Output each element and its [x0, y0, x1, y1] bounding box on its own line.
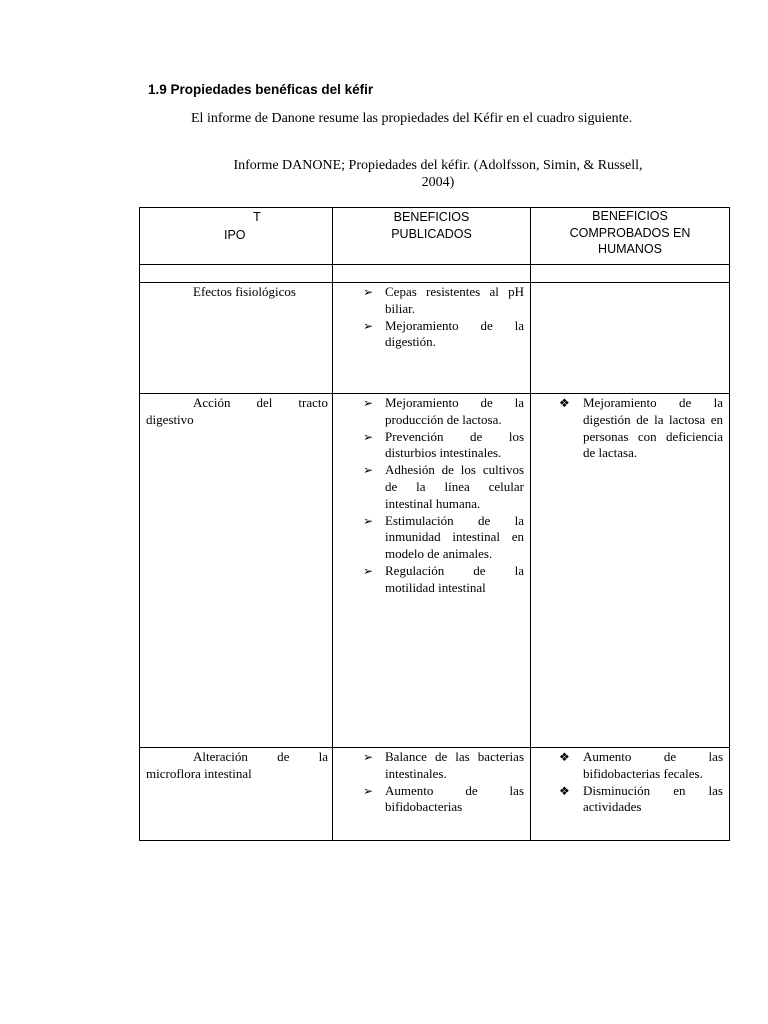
list-item [531, 395, 723, 462]
row-publicados [333, 283, 531, 394]
row-comprobados [531, 283, 730, 394]
row-tipo: Alteración de la microflora intestinal [140, 748, 333, 841]
row-tipo: Acción del tracto digestivo [140, 394, 333, 748]
list-item-text: Mejoramiento de la digestión de la lactosa en personas con deficiencia de lactasa. [583, 395, 723, 461]
table-caption [200, 157, 676, 191]
header-publicados [333, 208, 531, 265]
diamond-bullet-icon: ❖ [559, 783, 570, 798]
section-title: 1.9 Propiedades benéficas del kéfir [148, 82, 374, 97]
caption-line-1: Informe DANONE; Propiedades del kéfir. (Adolfsson, Simin, & Russell, [233, 158, 643, 173]
list-item [333, 783, 524, 817]
header-comprobados [531, 208, 730, 265]
header-tipo-line2: IPO [224, 227, 246, 242]
caption-line-2: 2004) [421, 175, 455, 190]
intro-text: El informe de Danone resume las propiedades del Kéfir en el cuadro siguiente. [191, 111, 633, 126]
header-publicados-line1: BENEFICIOS [393, 210, 470, 224]
intro-paragraph [145, 106, 676, 131]
diamond-bullet-icon: ❖ [559, 750, 570, 764]
list-item-text: Prevención de los disturbios intestinales. [385, 428, 524, 461]
arrow-bullet-icon: ➢ [363, 429, 374, 444]
list-item-text: Aumento de las bifidobacterias fecales. [583, 749, 723, 781]
row-comprobados [531, 394, 730, 748]
list-item-text: Mejoramiento de la digestión. [385, 317, 524, 350]
list-item [333, 284, 524, 318]
diamond-bullet-icon: ❖ [559, 396, 570, 410]
arrow-bullet-icon: ➢ [363, 513, 374, 528]
row-comprobados [531, 748, 730, 841]
list-item [333, 318, 524, 352]
table-row [140, 394, 730, 748]
arrow-bullet-icon: ➢ [363, 285, 374, 299]
list-item [333, 395, 524, 429]
empty-row [140, 265, 730, 283]
arrow-bullet-icon: ➢ [363, 750, 374, 764]
row-tipo: Efectos fisiológicos [140, 283, 333, 394]
arrow-bullet-icon: ➢ [363, 318, 374, 333]
list-item [333, 513, 524, 563]
row-publicados [333, 394, 531, 748]
list-item-text: Disminución en las actividades [583, 782, 723, 815]
benefits-table [139, 207, 730, 841]
header-comprobados-line3: HUMANOS [598, 242, 662, 256]
list-item [531, 783, 723, 817]
list-item-text: Cepas resistentes al pH biliar. [385, 284, 524, 316]
list-item-text: Mejoramiento de la producción de lactosa. [385, 395, 524, 427]
arrow-bullet-icon: ➢ [363, 463, 374, 478]
header-comprobados-line1: BENEFICIOS [592, 209, 668, 223]
list-item [333, 563, 524, 597]
table-header-row [140, 208, 730, 265]
table-row [140, 748, 730, 841]
list-item-text: Estimulación de la inmunidad intestinal en modelo de animales. [385, 512, 524, 562]
table-row [140, 283, 730, 394]
arrow-bullet-icon: ➢ [363, 563, 374, 578]
list-item [333, 749, 524, 783]
row-publicados [333, 748, 531, 841]
list-item [333, 429, 524, 463]
arrow-bullet-icon: ➢ [363, 783, 374, 798]
header-comprobados-line2: COMPROBADOS EN [569, 225, 691, 240]
list-item [333, 462, 524, 512]
header-publicados-line2: PUBLICADOS [391, 226, 472, 241]
arrow-bullet-icon: ➢ [363, 396, 374, 410]
list-item-text: Balance de las bacterias intestinales. [385, 749, 524, 781]
header-tipo-line1: T [253, 210, 261, 224]
header-tipo [140, 208, 333, 265]
list-item-text: Regulación de la motilidad intestinal [385, 562, 524, 595]
list-item-text: Adhesión de los cultivos de la línea celular intestinal humana. [385, 462, 524, 511]
list-item [531, 749, 723, 783]
list-item-text: Aumento de las bifidobacterias [385, 782, 524, 815]
